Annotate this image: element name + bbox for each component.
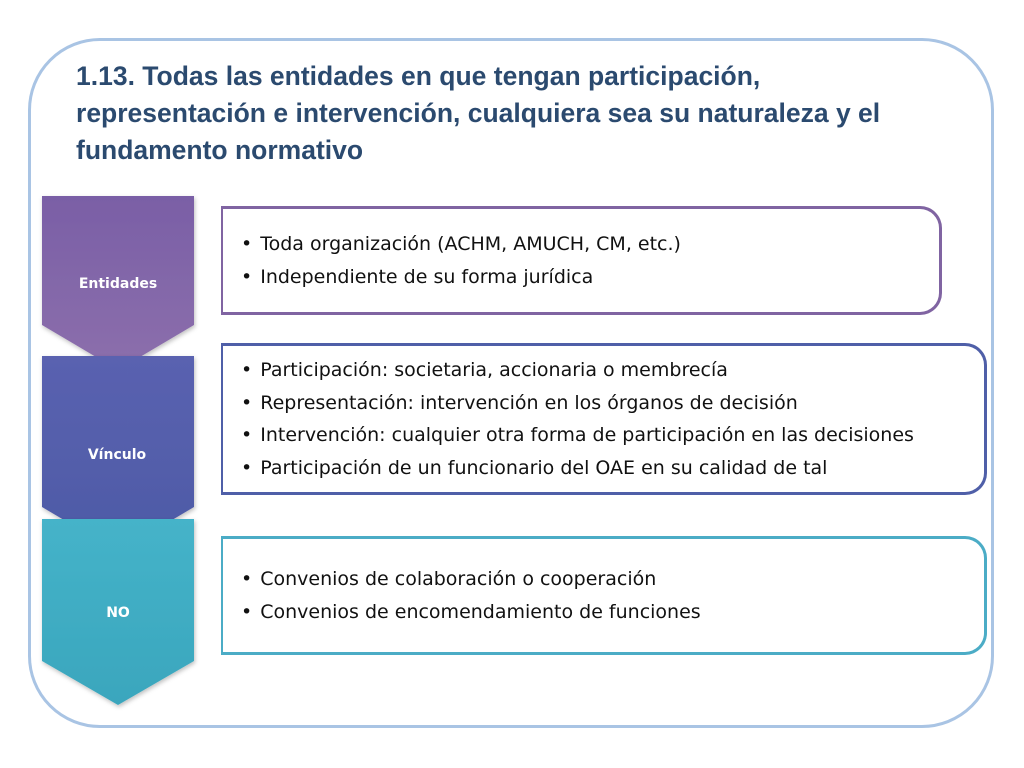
vinculo-list	[241, 354, 984, 484]
entidades-box	[221, 206, 942, 315]
bullet-item: • Participación: societaria, accionaria o membrecía	[241, 354, 984, 387]
chevron-label-entidades: Entidades	[78, 276, 158, 292]
chevron-label-vinculo: Vínculo	[87, 447, 147, 463]
no-box	[221, 536, 987, 655]
bullet-item: • Representación: intervención en los órganos de decisión	[241, 387, 984, 420]
vinculo-box	[221, 343, 987, 495]
bullet-item: • Convenios de encomendamiento de funciones	[241, 596, 984, 629]
bullet-item: • Toda organización (ACHM, AMUCH, CM, etc.)	[241, 228, 939, 261]
entidades-list	[241, 228, 939, 293]
bullet-item: • Intervención: cualquier otra forma de participación en las decisiones	[241, 419, 984, 452]
no-list	[241, 563, 984, 628]
bullet-item: • Convenios de colaboración o cooperación	[241, 563, 984, 596]
bullet-item: • Independiente de su forma jurídica	[241, 261, 939, 294]
slide-title: 1.13. Todas las entidades en que tengan participación, representación e intervención, cualquiera sea su naturaleza y el fundamento normativo	[76, 61, 881, 165]
bullet-item: • Participación de un funcionario del OAE en su calidad de tal	[241, 452, 984, 485]
chevron-label-no: NO	[106, 605, 130, 621]
